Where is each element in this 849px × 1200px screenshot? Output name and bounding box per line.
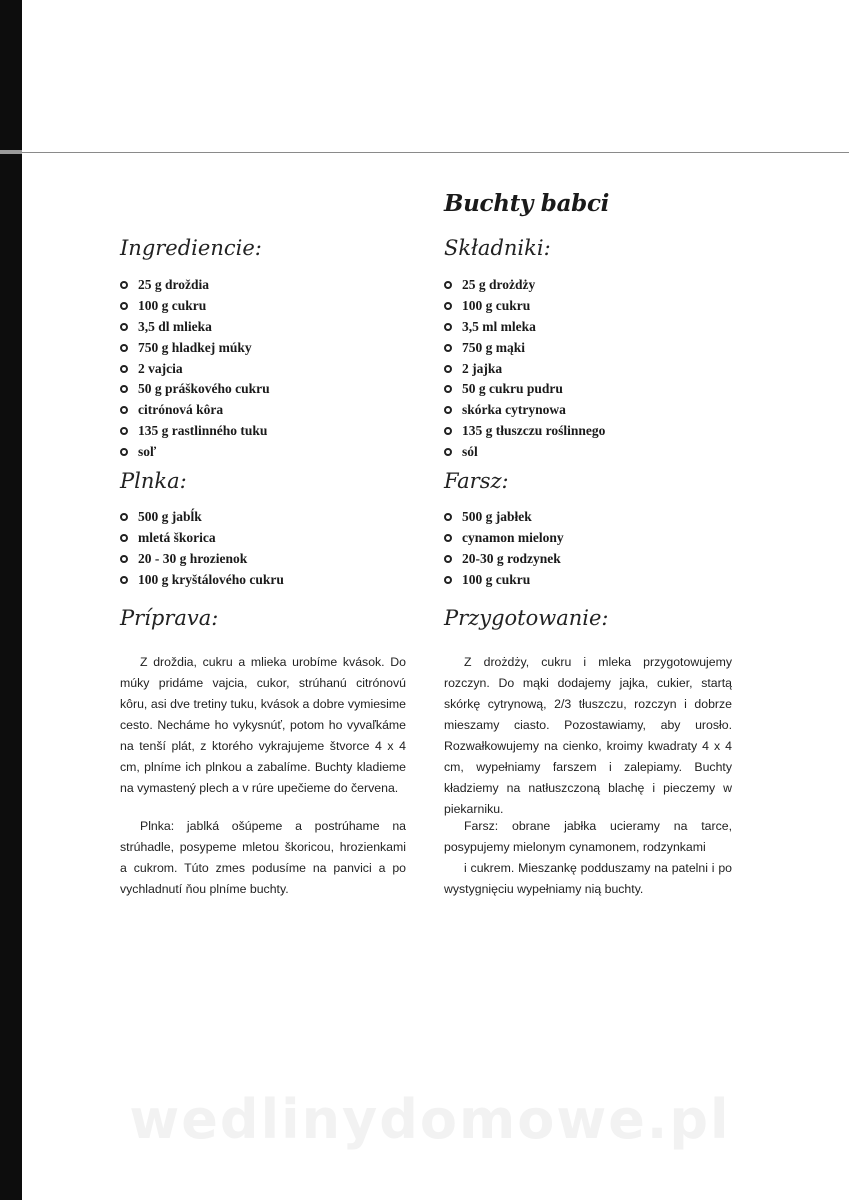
circle-bullet-icon [120,555,128,563]
sk-ingredient-item-text: citrónová kôra [138,402,224,418]
pl-ingredient-item [444,441,605,462]
sk-filling-item [120,569,284,590]
circle-bullet-icon [120,385,128,393]
pl-ingredient-item [444,400,605,421]
pl-filling-item-text: cynamon mielony [462,530,564,546]
page-edge-gap [0,150,22,154]
pl-ingredient-item [444,337,605,358]
sk-ingredient-item-text: 135 g rastlinného tuku [138,422,268,438]
watermark-text: wedlinydomowe.pl [129,1088,731,1151]
sk-ingredient-item-text: 25 g droždia [138,277,210,293]
sk-ingredient-item [120,421,270,442]
pl-filling-item-text: 100 g cukru [462,571,531,587]
circle-bullet-icon [444,344,452,352]
sk-filling-list [120,507,284,590]
sk-ingredient-item [120,275,270,296]
pl-ingredient-item-text: 2 jajka [462,360,503,376]
sk-filling-heading: Plnka: [120,469,187,493]
sk-filling-item [120,549,284,570]
circle-bullet-icon [444,385,452,393]
sk-preparation-paragraph-2: Plnka: jablká ošúpeme a postrúhame na strúhadle, posypeme mletou škoricou, hrozienkami a cukrom. Túto zmes podusíme na panvici a po vychladnutí ňou plníme buchty. [120,819,406,896]
circle-bullet-icon [444,323,452,331]
pl-ingredient-item [444,275,605,296]
sk-filling-item-text: 500 g jabĺk [138,509,202,525]
sk-ingredient-item [120,441,270,462]
sk-ingredient-item [120,296,270,317]
circle-bullet-icon [444,576,452,584]
pl-ingredients-list [444,275,605,462]
circle-bullet-icon [444,427,452,435]
pl-filling-item [444,549,564,570]
sk-ingredient-item-text: 2 vajcia [138,360,183,376]
circle-bullet-icon [444,302,452,310]
circle-bullet-icon [444,281,452,289]
circle-bullet-icon [444,513,452,521]
pl-filling-item-text: 500 g jabłek [462,509,532,525]
pl-preparation-heading: Przygotowanie: [444,606,609,630]
circle-bullet-icon [120,323,128,331]
circle-bullet-icon [120,448,128,456]
pl-filling-item [444,507,564,528]
circle-bullet-icon [120,344,128,352]
circle-bullet-icon [120,427,128,435]
sk-filling-item-text: mletá škorica [138,530,216,546]
sk-ingredient-item [120,317,270,338]
pl-preparation-paragraph-2: Farsz: obrane jabłka ucieramy na tarce, posypujemy mielonym cynamonem, rodzynkami [444,819,732,854]
circle-bullet-icon [444,365,452,373]
circle-bullet-icon [120,365,128,373]
sk-preparation-heading: Príprava: [120,606,219,630]
sk-filling-item-text: 100 g kryštálového cukru [138,571,284,587]
pl-preparation-paragraph-1: Z drożdży, cukru i mleka przygotowujemy rozczyn. Do mąki dodajemy jajka, cukier, startą skórkę cytrynową, 2/3 tłuszczu, rozczyn i dobrze mieszamy ciasto. Pozostawiamy, aby urosło. Rozwałkowujemy na cienko, kroimy kwadraty 4 x 4 cm, wypełniamy farszem i zalepiamy. Buchty kładziemy na natłuszczoną blachę i pieczemy w piekarniku. [444,655,732,816]
circle-bullet-icon [444,534,452,542]
pl-ingredient-item [444,358,605,379]
sk-ingredients-heading: Ingrediencie: [120,236,262,260]
circle-bullet-icon [120,302,128,310]
sk-ingredient-item-text: 50 g práškového cukru [138,381,270,397]
circle-bullet-icon [444,555,452,563]
sk-ingredient-item-text: 750 g hladkej múky [138,339,252,355]
pl-filling-item [444,569,564,590]
recipe-title: Buchty babci [444,190,610,217]
sk-ingredient-item-text: 3,5 dl mlieka [138,318,212,334]
circle-bullet-icon [120,281,128,289]
pl-filling-item-text: 20-30 g rodzynek [462,550,561,566]
sk-ingredient-item [120,400,270,421]
pl-filling-list [444,507,564,590]
sk-preparation-paragraph-1: Z droždia, cukru a mlieka urobíme kvások. Do múky pridáme vajcia, cukor, strúhanú citrónovú kôru, asi dve tretiny tuku, kvások a dobre vymiesime cesto. Necháme ho vykysnúť, potom ho vyvaľkáme na tenší plát, z ktorého vykrajujeme štvorce 4 x 4 cm, plníme ich plnkou a zabalíme. Buchty kladieme na vymastený plech a v rúre upečieme do červena. [120,655,406,795]
page-edge-bar [0,0,22,1200]
pl-ingredient-item [444,421,605,442]
pl-ingredient-item-text: 50 g cukru pudru [462,381,563,397]
pl-ingredient-item-text: 3,5 ml mleka [462,318,536,334]
circle-bullet-icon [444,406,452,414]
circle-bullet-icon [120,576,128,584]
sk-ingredients-list [120,275,270,462]
pl-ingredient-item [444,317,605,338]
circle-bullet-icon [120,534,128,542]
pl-ingredients-heading: Składniki: [444,236,551,260]
sk-ingredient-item [120,379,270,400]
pl-ingredient-item-text: 750 g mąki [462,339,526,355]
pl-ingredient-item-text: 135 g tłuszczu roślinnego [462,422,606,438]
pl-ingredient-item-text: 25 g drożdży [462,277,536,293]
pl-preparation-paragraph-3: i cukrem. Mieszankę podduszamy na patelni i po wystygnięciu wypełniamy nią buchty. [444,861,732,896]
sk-ingredient-item-text: 100 g cukru [138,298,207,314]
pl-ingredient-item-text: skórka cytrynowa [462,402,566,418]
pl-filling-heading: Farsz: [444,469,509,493]
circle-bullet-icon [120,513,128,521]
pl-ingredient-item-text: sól [462,443,478,459]
pl-ingredient-item-text: 100 g cukru [462,298,531,314]
sk-filling-item [120,528,284,549]
sk-ingredient-item-text: soľ [138,443,157,459]
sk-ingredient-item [120,337,270,358]
top-divider [22,152,849,153]
circle-bullet-icon [444,448,452,456]
sk-filling-item-text: 20 - 30 g hrozienok [138,550,248,566]
pl-filling-item [444,528,564,549]
circle-bullet-icon [120,406,128,414]
sk-ingredient-item [120,358,270,379]
sk-filling-item [120,507,284,528]
pl-ingredient-item [444,296,605,317]
pl-ingredient-item [444,379,605,400]
